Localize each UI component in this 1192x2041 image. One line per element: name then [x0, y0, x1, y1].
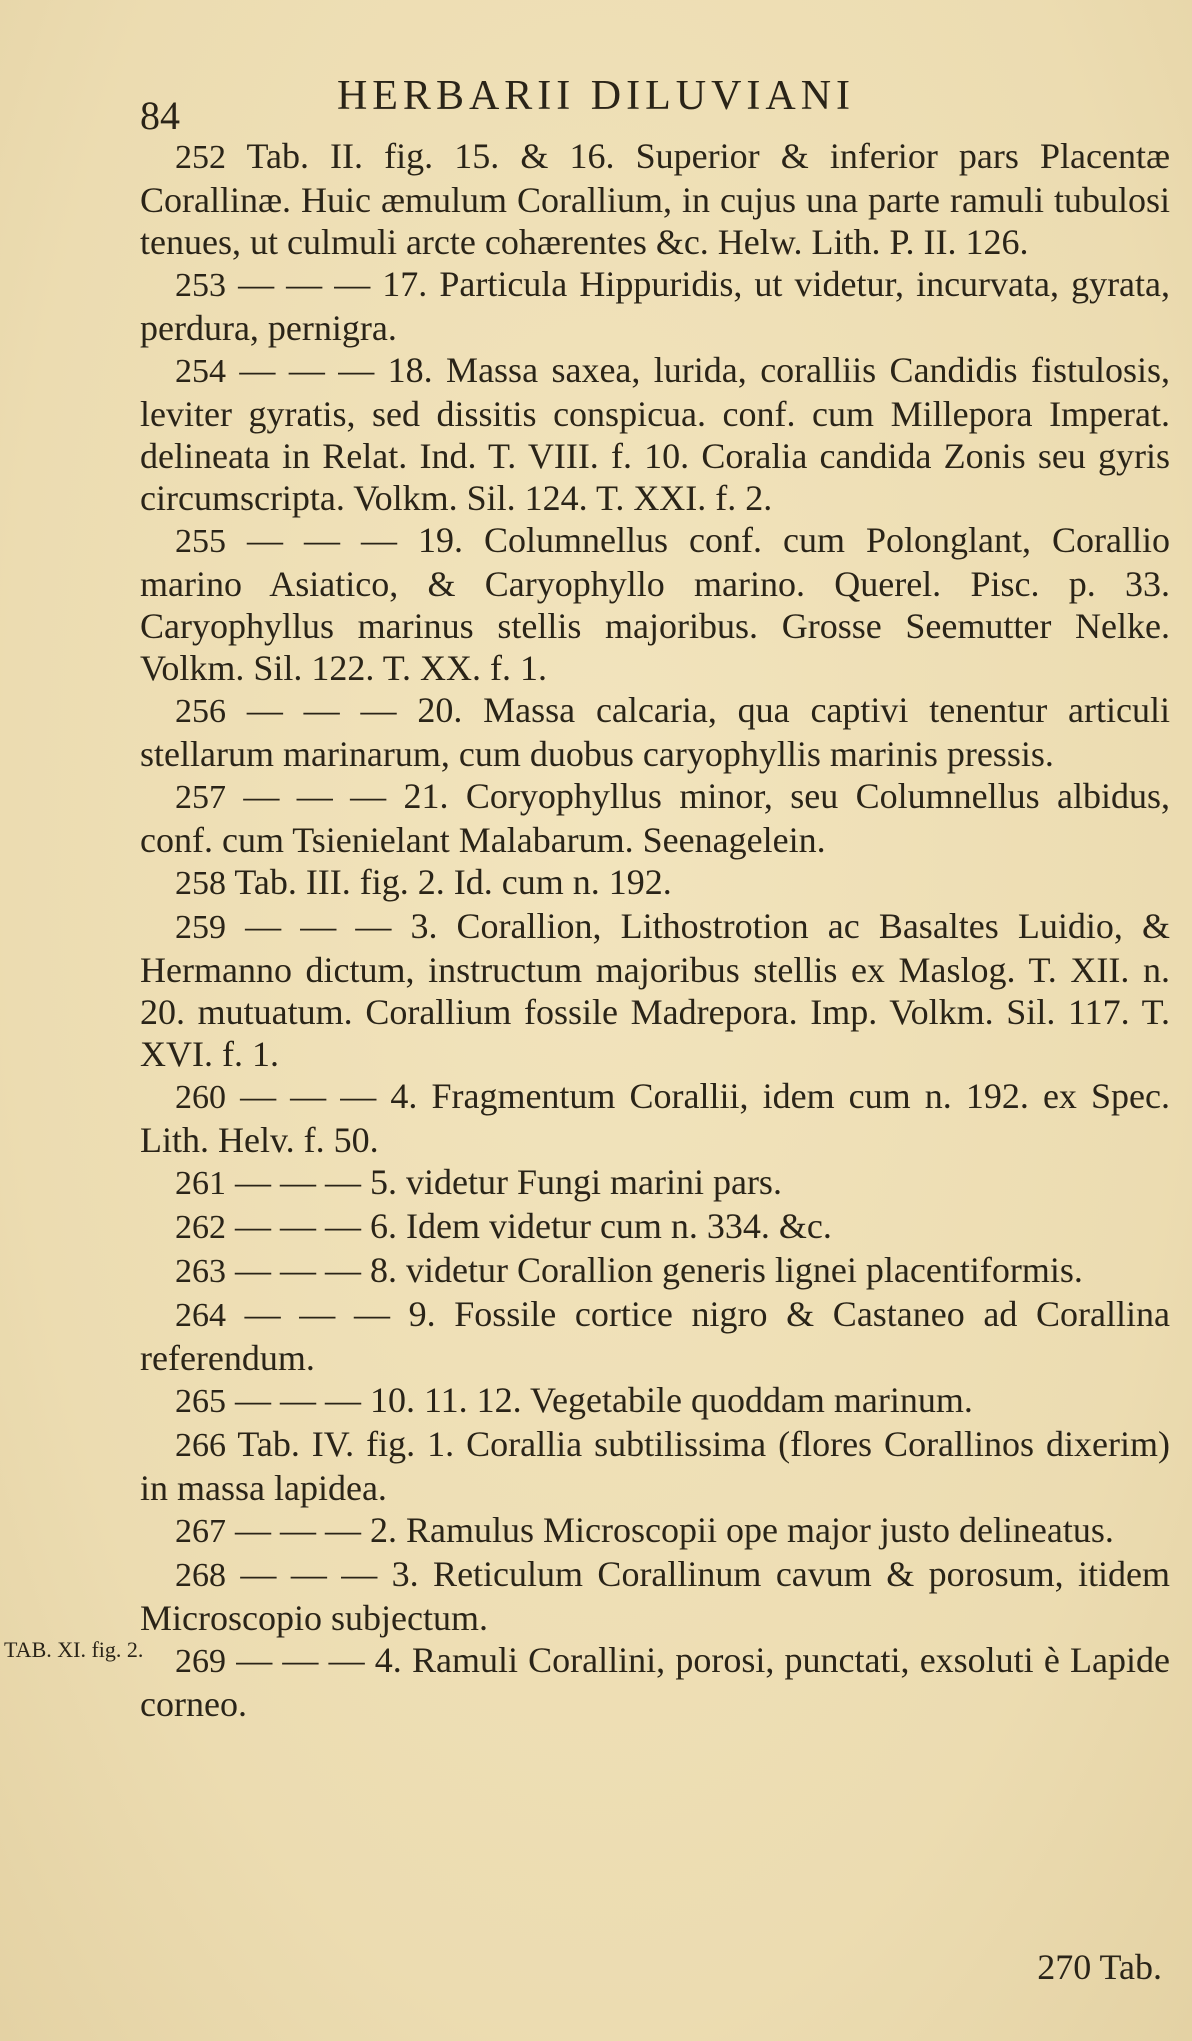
entry-number: 266	[175, 1427, 226, 1464]
margin-note: TAB. XI. fig. 2.	[4, 1637, 144, 1662]
entry-261	[140, 1161, 1170, 1205]
entry-number: 253	[175, 267, 226, 304]
entry-text: — — — 9. Fossile cortice nigro & Castaneo ad Corallina referendum.	[140, 1294, 1171, 1378]
entry-text: Tab. II. fig. 15. & 16. Superior & inferior pars Placentæ Corallinæ. Huic æmulum Corallium, in cujus una parte ramuli tubulosi tenues, ut culmuli arcte cohærentes &c. Helw. Lith. P. II. 126.	[140, 136, 1170, 262]
entry-number: 257	[175, 779, 226, 816]
entry-number: 262	[175, 1209, 226, 1246]
entry-number: 259	[175, 909, 226, 946]
entry-text: — — — 6. Idem videtur cum n. 334. &c.	[235, 1206, 832, 1246]
entry-265	[140, 1379, 1170, 1423]
entry-text: — — — 21. Coryophyllus minor, seu Columnellus albidus, conf. cum Tsienielant Malabarum. Seenagelein.	[140, 776, 1170, 860]
entry-text: — — — 4. Fragmentum Corallii, idem cum n. 192. ex Spec. Lith. Helv. f. 50.	[140, 1076, 1170, 1160]
entry-text: Tab. III. fig. 2. Id. cum n. 192.	[234, 862, 672, 902]
entry-number: 261	[175, 1165, 226, 1202]
entry-number: 255	[175, 523, 226, 560]
entry-text: — — — 3. Reticulum Corallinum cavum & porosum, itidem Microscopio subjectum.	[140, 1554, 1171, 1638]
entry-number: 269	[175, 1643, 226, 1680]
entry-number: 267	[175, 1513, 226, 1550]
entry-254	[140, 349, 1170, 519]
entry-267	[140, 1509, 1170, 1553]
entry-number: 265	[175, 1383, 226, 1420]
entry-260	[140, 1075, 1170, 1161]
entry-text: — — — 2. Ramulus Microscopii ope major justo delineatus.	[235, 1510, 1114, 1550]
entry-268	[140, 1553, 1170, 1639]
entry-252	[140, 135, 1170, 263]
entry-text: — — — 3. Corallion, Lithostrotion ac Basaltes Luidio, & Hermanno dictum, instructum majoribus stellis ex Maslog. T. XII. n. 20. mutuatum. Corallium fossile Madrepora. Imp. Volkm. Sil. 117. T. XVI. f. 1.	[140, 906, 1170, 1074]
entry-259	[140, 905, 1170, 1075]
catchword: 270 Tab.	[1037, 1947, 1162, 1987]
entry-text: — — — 20. Massa calcaria, qua captivi tenentur articuli stellarum marinarum, cum duobus caryophyllis marinis pressis.	[140, 690, 1170, 774]
entry-number: 258	[175, 865, 226, 902]
entry-number: 264	[175, 1297, 226, 1334]
entry-text: Tab. IV. fig. 1. Corallia subtilissima (flores Corallinos dixerim) in massa lapidea.	[140, 1424, 1171, 1508]
entry-text: — — — 10. 11. 12. Vegetabile quoddam marinum.	[235, 1380, 973, 1420]
running-title: HERBARII DILUVIANI	[336, 73, 856, 119]
entry-text: — — — 18. Massa saxea, lurida, coralliis Candidis fistulosis, leviter gyratis, sed dissitis conspicua. conf. cum Millepora Imperat. delineata in Relat. Ind. T. VIII. f. 10. Coralia candida Zonis seu gyris circumscripta. Volkm. Sil. 124. T. XXI. f. 2.	[140, 350, 1171, 518]
entry-266	[140, 1423, 1170, 1509]
entry-text: — — — 19. Columnellus conf. cum Polonglant, Corallio marino Asiatico, & Caryophyllo marino. Querel. Pisc. p. 33. Caryophyllus marinus stellis majoribus. Grosse Seemutter Nelke. Volkm. Sil. 122. T. XX. f. 1.	[140, 520, 1171, 688]
entry-number: 256	[175, 693, 226, 730]
entry-262	[140, 1205, 1170, 1249]
entry-text: — — — 17. Particula Hippuridis, ut videtur, incurvata, gyrata, perdura, pernigra.	[140, 264, 1171, 348]
entry-253	[140, 263, 1170, 349]
entry-text: — — — 5. videtur Fungi marini pars.	[235, 1162, 782, 1202]
entry-256	[140, 689, 1170, 775]
page-number: 84	[140, 93, 180, 138]
entry-264	[140, 1293, 1170, 1379]
entry-258	[140, 861, 1170, 905]
entry-257	[140, 775, 1170, 861]
entry-text: — — — 4. Ramuli Corallini, porosi, punctati, exsoluti è Lapide corneo.	[140, 1640, 1171, 1724]
entry-number: 252	[175, 139, 226, 176]
entry-text: — — — 8. videtur Corallion generis lignei placentiformis.	[235, 1250, 1083, 1290]
entry-number: 254	[175, 353, 226, 390]
entry-number: 263	[175, 1253, 226, 1290]
entry-number: 260	[175, 1079, 226, 1116]
entry-255	[140, 519, 1170, 689]
page-header	[0, 62, 1192, 138]
entry-263	[140, 1249, 1170, 1293]
page-body	[140, 135, 1170, 1725]
entry-number: 268	[175, 1557, 226, 1594]
entry-269	[140, 1639, 1170, 1725]
